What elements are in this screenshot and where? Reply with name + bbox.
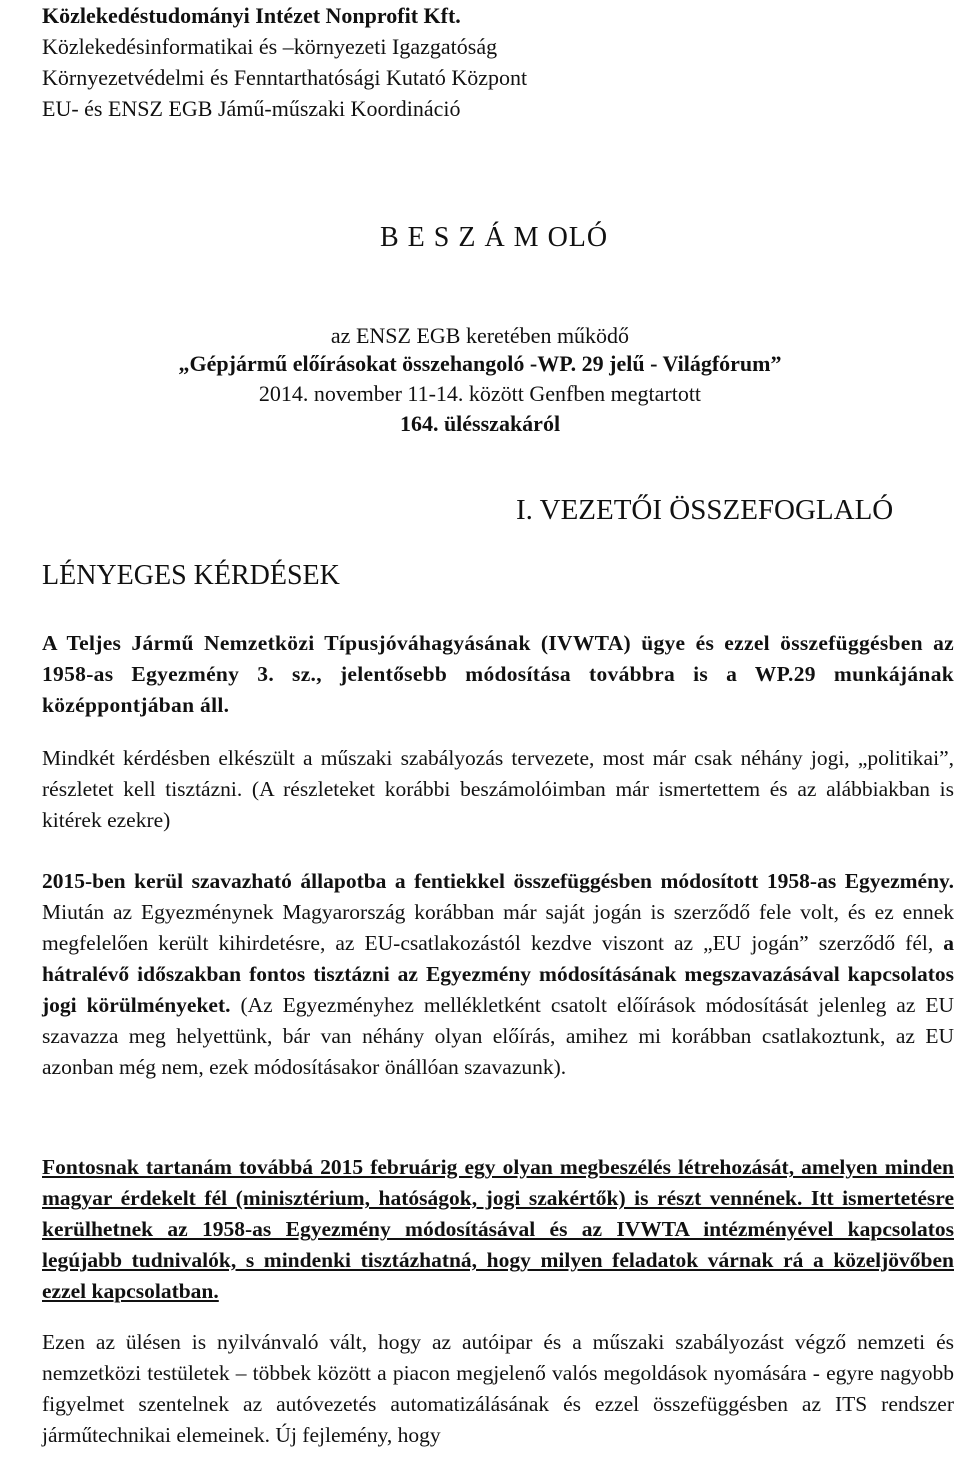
agreement-bold-1: 2015-ben kerül szavazható állapotba a fentiekkel összefüggésben módosított 1958-as Egyezmény. [42,869,954,893]
organization-header [42,0,922,124]
report-subtitle-2: „Gépjármű előírásokat összehangoló -WP. 29 jelű - Világfórum” [178,351,782,376]
paragraph-ivwta: A Teljes Jármű Nemzetközi Típusjóváhagyásának (IVWTA) ügye és ezzel összefüggésben az 1958-as Egyezmény 3. sz., jelentősebb módosítása továbbra is a WP.29 munkájának középpontjában áll. [42,631,954,717]
paragraph-agreement-1958 [42,866,954,1083]
report-title: B E S Z Á M OLÓ [380,222,609,253]
section-heading: I. VEZETŐI ÖSSZEFOGLALÓ [516,494,894,526]
org-coordination: EU- és ENSZ EGB Jámű-műszaki Koordináció [42,96,461,121]
report-subtitle-1: az ENSZ EGB keretében működő [330,323,630,348]
report-subtitle-3: 2014. november 11-14. között Genfben megtartott [258,381,702,406]
agreement-bold-2: a hátralévő időszakban fontos tisztázni az Egyezmény módosításának megszavazásával kapcsolatos jogi körülményeket. [42,931,954,1017]
paragraph-automation: Ezen az ülésen is nyilvánvaló vált, hogy az autóipar és a műszaki szabályozást végző nemzeti és nemzetközi testületek – többek között a piacon megjelenő valós megoldások nyomására - egyre nagyobb figyelmet szentelnek az autóvezetés automatizálásának és ezzel összefüggésben az ITS rendszer járműtechnikai elemeinek. Új fejlemény, hogy [42,1330,954,1447]
paragraph-regulation-draft: Mindkét kérdésben elkészült a műszaki szabályozás tervezete, most már csak néhány jogi, „politikai”, részletet kell tisztázni. (A részleteket korábbi beszámolóimban már ismertettem és az alábbiakban is kitérek ezekre) [42,746,954,832]
agreement-text-1: Miután az Egyezménynek Magyarország korábban már saját jogán is szerződő fele volt, és ez ennek megfelelően került kihirdetésre, az EU-csatlakozástól kezdve viszont az „EU jogán” szerződő fél, [42,900,954,955]
agreement-text-2: (Az Egyezményhez mellékletként csatolt előírások módosítását jelenleg az EU szavazza meg helyettünk, bár van néhány olyan előírás, amihez mi korábban csatlakoztunk, az EU azonban még nem, ezek módosításakor önállóan szavazunk). [42,993,954,1079]
org-research-center: Környezetvédelmi és Fenntarthatósági Kutató Központ [42,65,528,90]
paragraph-meeting-proposal: Fontosnak tartanám továbbá 2015 februárig egy olyan megbeszélés létrehozását, amelyen minden magyar érdekelt fél (minisztérium, hatóságok, jogi szakértők) is részt vennének. Itt ismertetésre kerülhetnek az 1958-as Egyezmény módosításával és az IVWTA intézményével kapcsolatos legújabb tudnivalók, s mindenki tisztázhatná, hogy milyen feladatok várnak rá a közeljövőben ezzel kapcsolatban. [42,1155,954,1303]
org-directorate: Közlekedésinformatikai és –környezeti Igazgatóság [42,34,498,59]
report-subtitle-4: 164. ülésszakáról [399,411,561,436]
section-subheading: LÉNYEGES KÉRDÉSEK [42,560,340,591]
org-name: Közlekedéstudományi Intézet Nonprofit Kft. [42,3,461,28]
